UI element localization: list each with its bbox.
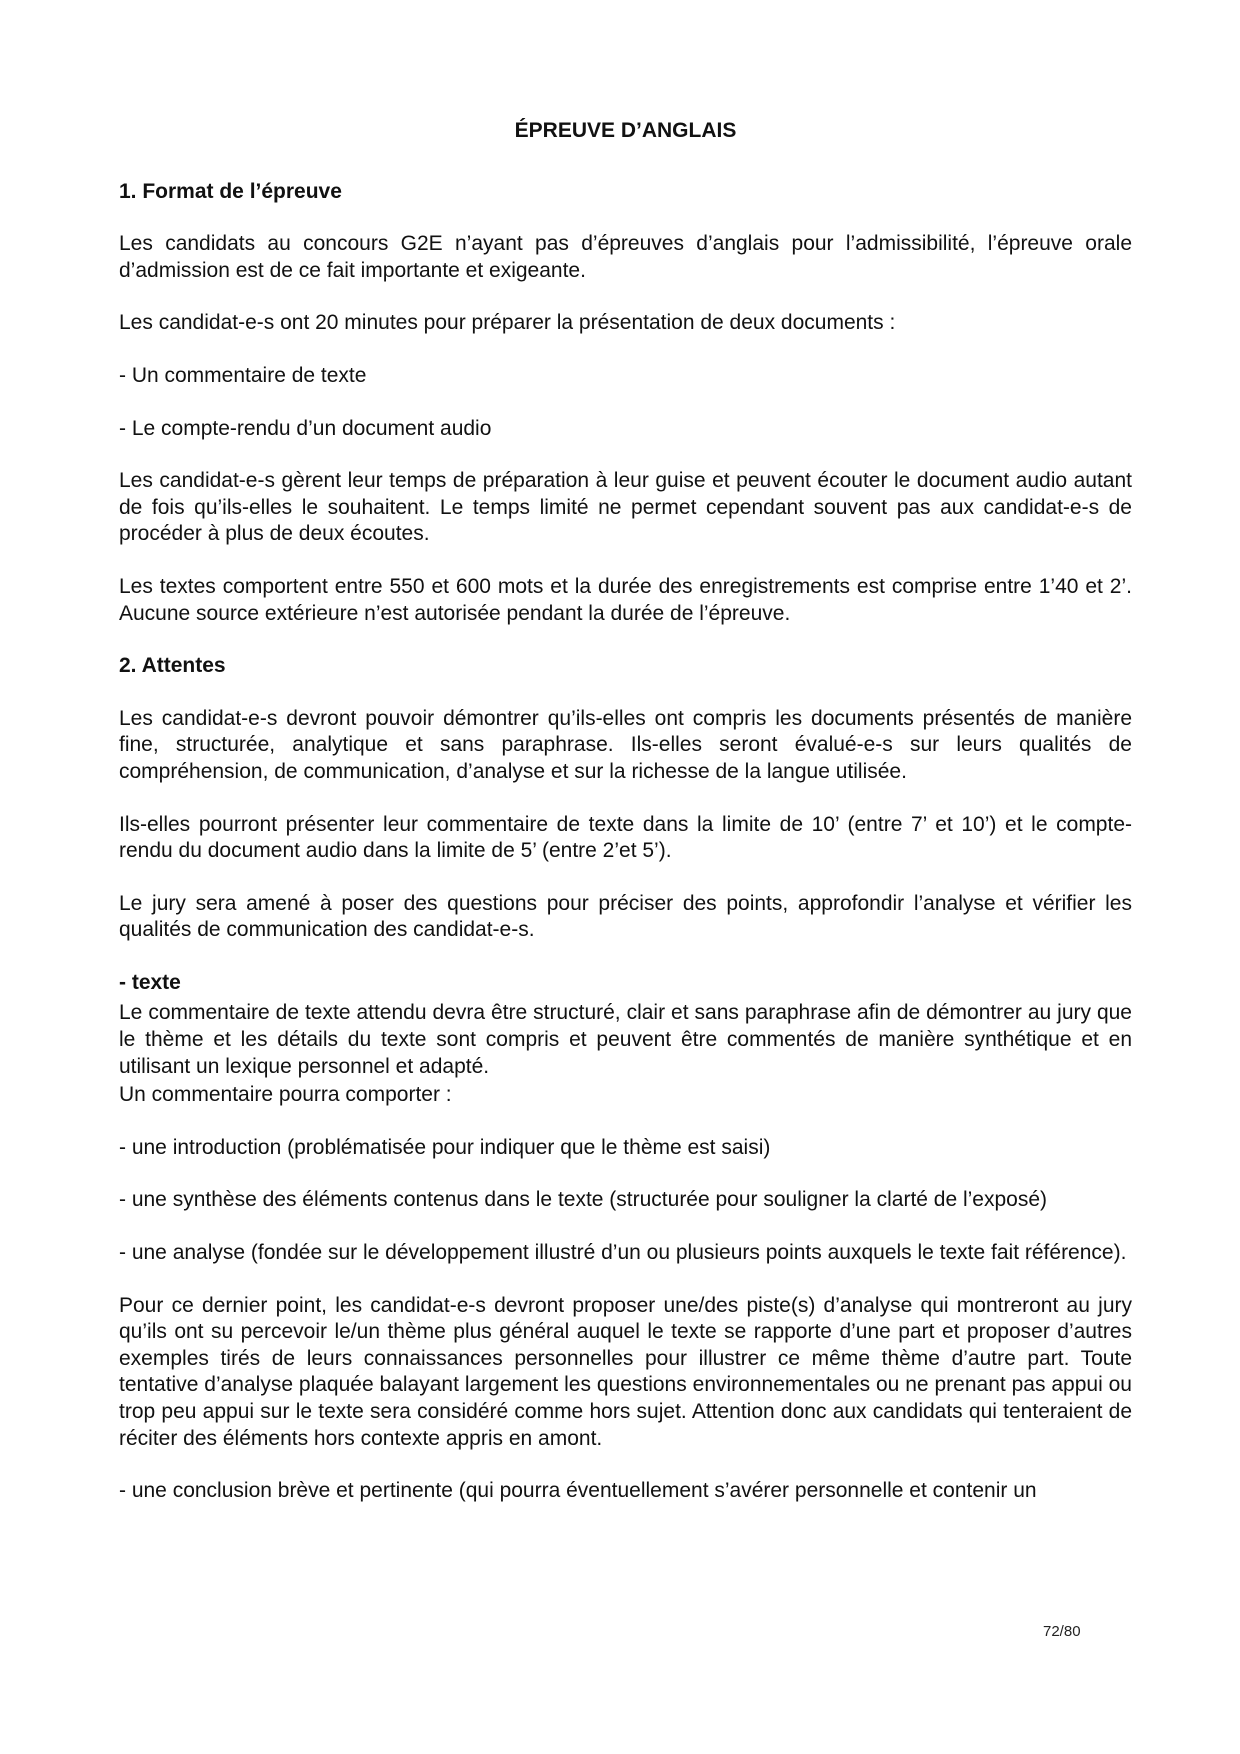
- list-item: - une introduction (problématisée pour indiquer que le thème est saisi): [119, 1135, 771, 1159]
- paragraph: Le jury sera amené à poser des questions pour préciser des points, approfondir l’analyse et vérifier les qualités de communication des candidat-e-s.: [119, 891, 1132, 942]
- document-title: ÉPREUVE D’ANGLAIS: [514, 119, 737, 142]
- paragraph: Les textes comportent entre 550 et 600 mots et la durée des enregistrements est comprise entre 1’40 et 2’. Aucune source extérieure n’est autorisée pendant la durée de l’épreuve.: [119, 574, 1132, 625]
- paragraph: Le commentaire de texte attendu devra être structuré, clair et sans paraphrase afin de démontrer au jury que le thème et les détails du texte sont compris et peuvent être commentés de manière synthétique et en utilisant un lexique personnel et adapté.: [119, 1001, 1132, 1078]
- list-item: - une analyse (fondée sur le développement illustré d’un ou plusieurs points auxquels le texte fait référence).: [119, 1241, 1127, 1265]
- list-item: - Un commentaire de texte: [119, 363, 367, 387]
- list-item: - Le compte-rendu d’un document audio: [119, 416, 492, 440]
- paragraph: Ils-elles pourront présenter leur commentaire de texte dans la limite de 10’ (entre 7’ et 10’) et le compte-rendu du document audio dans la limite de 5’ (entre 2’et 5’).: [119, 812, 1132, 863]
- sub-heading-texte: - texte: [119, 970, 181, 994]
- section-heading-format: 1. Format de l’épreuve: [119, 179, 342, 203]
- paragraph: Pour ce dernier point, les candidat-e-s devront proposer une/des piste(s) d’analyse qui montreront au jury qu’ils ont su percevoir le/un thème plus général auquel le texte se rapporte d’une part et proposer d’autres exemples tirés de leurs connaissances personnelles pour illustrer ce même thème d’autre part. Toute tentative d’analyse plaquée balayant largement les questions environnementales ou ne prenant pas appui ou trop peu appui sur le texte sera considéré comme hors sujet. Attention donc aux candidats qui tenteraient de réciter des éléments hors contexte appris en amont.: [119, 1293, 1132, 1450]
- paragraph: Les candidats au concours G2E n’ayant pas d’épreuves d’anglais pour l’admissibilité, l’épreuve orale d’admission est de ce fait importante et exigeante.: [119, 232, 1132, 282]
- list-item: - une synthèse des éléments contenus dans le texte (structurée pour souligner la clarté de l’exposé): [119, 1188, 1048, 1212]
- paragraph: Les candidat-e-s ont 20 minutes pour préparer la présentation de deux documents :: [119, 311, 896, 335]
- section-heading-attentes: 2. Attentes: [119, 654, 226, 678]
- paragraph: Les candidat-e-s gèrent leur temps de préparation à leur guise et peuvent écouter le document audio autant de fois qu’ils-elles le souhaitent. Le temps limité ne permet cependant souvent pas aux candidat-e-s de procéder à plus de deux écoutes.: [119, 469, 1132, 546]
- paragraph: Les candidat-e-s devront pouvoir démontrer qu’ils-elles ont compris les documents présentés de manière fine, structurée, analytique et sans paraphrase. Ils-elles seront évalué-e-s sur leurs qualités de compréhension, de communication, d’analyse et sur la richesse de la langue utilisée.: [119, 706, 1132, 783]
- document-body: [119, 118, 1132, 1531]
- page-number: 72/80: [1043, 1623, 1081, 1640]
- paragraph: Un commentaire pourra comporter :: [119, 1083, 452, 1107]
- list-item: - une conclusion brève et pertinente (qui pourra éventuellement s’avérer personnelle et contenir un: [119, 1479, 1037, 1503]
